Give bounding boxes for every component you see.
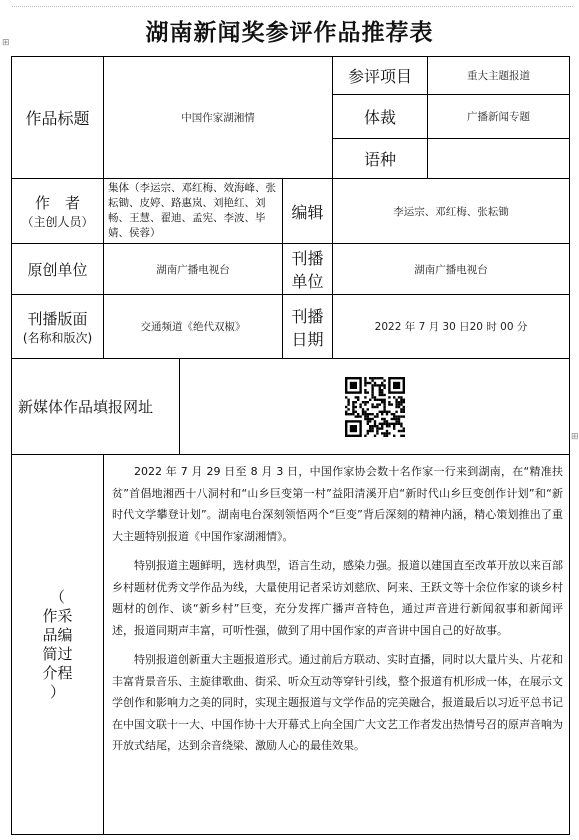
process-label-cell — [12, 455, 104, 835]
author-label-cell — [12, 179, 104, 244]
work-title-value[interactable]: 中国作家湖湘情 — [104, 57, 333, 179]
publish-section-value[interactable]: 交通频道《绝代双椒》 — [104, 295, 283, 359]
process-label-char: 作采 — [42, 606, 73, 625]
origin-unit-value[interactable]: 湖南广播电视台 — [104, 244, 283, 295]
editor-value[interactable]: 李运宗、邓红梅、张耘锄 — [333, 179, 570, 244]
publish-unit-value[interactable]: 湖南广播电视台 — [333, 244, 570, 295]
publish-section-label-cell — [12, 295, 104, 359]
publish-date-value[interactable]: 2022 年 7 月 30 日20 时 00 分 — [333, 295, 570, 359]
entry-item-label: 参评项目 — [333, 57, 428, 95]
table-move-handle-icon[interactable]: ⊞ — [2, 38, 10, 48]
qr-code-icon[interactable] — [345, 377, 405, 437]
process-label-char: （ — [49, 587, 65, 606]
process-paragraph: 2022 年 7 月 29 日至 8 月 3 日，中国作家协会数十名作家一行来到湖南，在“精准扶贫”首倡地湘西十八洞村和“山乡巨变第一村”益阳清溪开启“新时代山乡巨变创作计划”和“新时代文学攀登计划”。湖南电台深刻领悟两个“巨变”背后深刻的精神内涵，精心策划推出了重大主题特别报道《中国作家湖湘情》。 — [112, 465, 564, 543]
genre-value[interactable]: 广播新闻专题 — [428, 95, 570, 139]
author-value[interactable]: 集体（李运宗、邓红梅、效海峰、张耘锄、皮婷、路惠岚、刘艳红、刘畅、王慧、翟迪、孟宪、李波、毕婧、侯蓉） — [104, 179, 283, 244]
process-label-char: 品编 — [42, 625, 73, 644]
publish-date-label-cell — [283, 295, 333, 359]
publish-unit-label-1: 刊播 — [291, 249, 324, 268]
publish-unit-label-cell — [283, 244, 333, 295]
process-paragraph: 特别报道创新重大主题报道形式。通过前后方联动、实时直播，同时以大量片头、片花和丰富背景音乐、主旋律歌曲、街采、听众互动等穿针引线，整个报道有机形成一体，在展示文学创作和影响力之美的同时，实现主题报道与文学作品的完美融合，报道最后以习近平总书记在中国文联十一大、中国作协十大开幕式上向全国广大文艺工作者发出热情号召的原声音响为开放式结尾，达到余音绕梁、激励人心的最佳效果。 — [112, 653, 564, 752]
editor-label: 编辑 — [283, 179, 333, 244]
recommendation-form-table — [11, 56, 570, 835]
newmedia-value[interactable] — [180, 359, 570, 455]
author-sublabel: （主创人员） — [21, 215, 94, 229]
publish-unit-label-2: 单位 — [291, 272, 324, 291]
publish-section-label: 刊播版面 — [27, 309, 88, 328]
process-label-char: ） — [49, 682, 65, 701]
language-label: 语种 — [333, 139, 428, 179]
process-label-char: 介程 — [42, 663, 73, 682]
publish-date-label-1: 刊播 — [291, 306, 324, 326]
publish-date-label-2: 日期 — [291, 329, 324, 349]
language-value[interactable] — [428, 139, 570, 179]
newmedia-label: 新媒体作品填报网址 — [12, 359, 180, 455]
author-label: 作 者 — [34, 194, 80, 212]
publish-section-sublabel: (名称和版次) — [22, 330, 93, 345]
page-title: 湖南新闻奖参评作品推荐表 — [145, 20, 434, 46]
process-label-char: 简过 — [42, 644, 73, 663]
process-text[interactable] — [104, 455, 570, 835]
genre-label: 体裁 — [333, 95, 428, 139]
process-paragraph: 特别报道主题鲜明，选材典型，语言生动，感染力强。报道以建国直至改革开放以来百部乡村题材优秀文学作品为线，大量使用记者采访刘慈欣、阿来、王跃文等十余位作家的谈乡村题材的创作、谈“新乡村”巨变，充分发挥广播声音特色，通过声音进行新闻叙事和新闻评述，报道同期声丰富，可听性强，做到了用中国作家的声音讲中国自己的好故事。 — [112, 559, 564, 637]
table-resize-handle-icon[interactable]: ⊞ — [571, 432, 579, 442]
origin-unit-label: 原创单位 — [12, 244, 104, 295]
work-title-label: 作品标题 — [12, 57, 104, 179]
entry-item-value[interactable]: 重大主题报道 — [428, 57, 570, 95]
page-top-guide — [12, 6, 573, 7]
